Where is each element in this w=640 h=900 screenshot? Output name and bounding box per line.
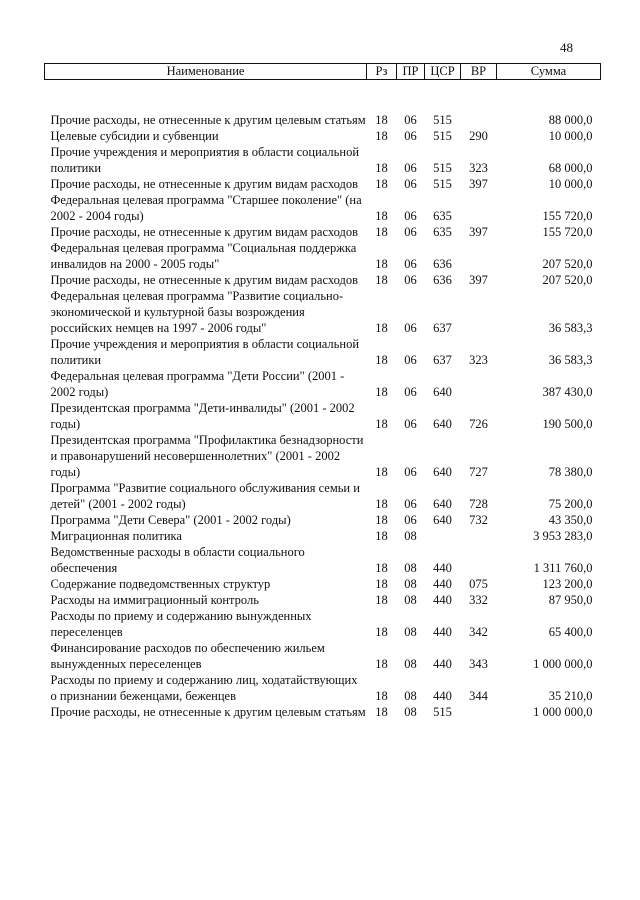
table-body <box>45 80 601 721</box>
row-rz: 18 <box>375 689 388 703</box>
table-header-row <box>45 64 601 80</box>
row-pr: 08 <box>404 561 417 575</box>
row-rz: 18 <box>375 257 388 271</box>
row-sum: 68 000,0 <box>548 161 593 175</box>
row-csr: 515 <box>433 177 452 191</box>
row-csr: 635 <box>433 225 452 239</box>
row-name: Прочие расходы, не отнесенные к другим видам расходов <box>50 273 359 287</box>
row-csr: 440 <box>433 657 452 671</box>
table-row <box>45 240 601 272</box>
row-pr: 06 <box>404 465 417 479</box>
row-name: Федеральная целевая программа "Развитие социально-экономической и культурной базы возрождения российских немцев на 1997 - 2006 годы" <box>50 289 344 335</box>
table-row <box>45 368 601 400</box>
row-vr: 332 <box>469 593 488 607</box>
row-pr: 08 <box>404 705 417 719</box>
row-csr: 640 <box>433 465 452 479</box>
row-rz: 18 <box>375 497 388 511</box>
row-csr: 637 <box>433 353 452 367</box>
row-pr: 06 <box>404 129 417 143</box>
row-rz: 18 <box>375 705 388 719</box>
row-rz: 18 <box>375 529 388 543</box>
row-name: Президентская программа "Профилактика безнадзорности и правонарушений несовершеннолетних" (2001 - 2002 годы) <box>50 433 364 479</box>
row-vr: 323 <box>469 161 488 175</box>
row-csr: 515 <box>433 705 452 719</box>
table-row <box>45 192 601 224</box>
row-sum: 36 583,3 <box>548 321 593 335</box>
row-sum: 1 311 760,0 <box>533 561 593 575</box>
row-name: Целевые субсидии и субвенции <box>50 129 219 143</box>
row-csr: 640 <box>433 513 452 527</box>
row-vr: 726 <box>469 417 488 431</box>
row-rz: 18 <box>375 561 388 575</box>
row-pr: 06 <box>404 513 417 527</box>
row-rz: 18 <box>375 417 388 431</box>
row-pr: 08 <box>404 577 417 591</box>
row-name: Прочие расходы, не отнесенные к другим видам расходов <box>50 177 359 191</box>
row-rz: 18 <box>375 225 388 239</box>
table-row <box>45 80 601 129</box>
row-sum: 123 200,0 <box>542 577 593 591</box>
row-pr: 06 <box>404 273 417 287</box>
row-csr <box>425 528 461 544</box>
row-sum: 78 380,0 <box>548 465 593 479</box>
row-name: Финансирование расходов по обеспечению жильем вынужденных переселенцев <box>50 641 325 671</box>
row-pr: 06 <box>404 209 417 223</box>
row-vr: 727 <box>469 465 488 479</box>
row-vr: 323 <box>469 353 488 367</box>
row-csr: 440 <box>433 577 452 591</box>
row-csr: 440 <box>433 593 452 607</box>
table-row <box>45 336 601 368</box>
table-row <box>45 288 601 336</box>
row-csr: 637 <box>433 321 452 335</box>
row-vr: 397 <box>469 225 488 239</box>
row-rz: 18 <box>375 657 388 671</box>
row-rz: 18 <box>375 465 388 479</box>
row-sum: 65 400,0 <box>548 625 593 639</box>
row-csr: 440 <box>433 689 452 703</box>
row-pr: 06 <box>404 177 417 191</box>
row-csr: 440 <box>433 561 452 575</box>
row-csr: 640 <box>433 385 452 399</box>
row-sum: 3 953 283,0 <box>533 529 593 543</box>
row-rz: 18 <box>375 129 388 143</box>
row-rz: 18 <box>375 513 388 527</box>
table-row <box>45 528 601 544</box>
budget-table <box>44 63 601 720</box>
row-pr: 08 <box>404 657 417 671</box>
table-row <box>45 592 601 608</box>
row-pr: 08 <box>404 625 417 639</box>
row-vr: 342 <box>469 625 488 639</box>
row-vr <box>461 368 497 400</box>
row-sum: 35 210,0 <box>548 689 593 703</box>
table-row <box>45 176 601 192</box>
table-row <box>45 608 601 640</box>
table-row <box>45 672 601 704</box>
row-vr: 728 <box>469 497 488 511</box>
row-name: Прочие расходы, не отнесенные к другим целевым статьям <box>50 113 366 127</box>
row-sum: 155 720,0 <box>542 225 593 239</box>
table-row <box>45 400 601 432</box>
row-rz: 18 <box>375 273 388 287</box>
row-name: Федеральная целевая программа "Дети России" (2001 - 2002 годы) <box>50 369 345 399</box>
row-vr: 290 <box>469 129 488 143</box>
row-vr <box>461 240 497 272</box>
row-pr: 06 <box>404 417 417 431</box>
row-rz: 18 <box>375 177 388 191</box>
row-vr <box>461 528 497 544</box>
row-vr: 343 <box>469 657 488 671</box>
row-name: Прочие учреждения и мероприятия в области социальной политики <box>50 145 360 175</box>
row-vr: 075 <box>469 577 488 591</box>
table-row <box>45 144 601 176</box>
row-pr: 06 <box>404 497 417 511</box>
row-name: Прочие расходы, не отнесенные к другим видам расходов <box>50 225 359 239</box>
header-pr: ПР <box>397 64 425 80</box>
row-csr: 636 <box>433 257 452 271</box>
row-pr: 08 <box>404 689 417 703</box>
row-vr <box>461 80 497 129</box>
row-csr: 636 <box>433 273 452 287</box>
row-vr: 397 <box>469 177 488 191</box>
row-rz: 18 <box>375 593 388 607</box>
row-pr: 06 <box>404 113 417 127</box>
row-rz: 18 <box>375 161 388 175</box>
row-name: Содержание подведомственных структур <box>50 577 271 591</box>
row-name: Ведомственные расходы в области социального обеспечения <box>50 545 305 575</box>
row-name: Программа "Развитие социального обслуживания семьи и детей" (2001 - 2002 годы) <box>50 481 360 511</box>
row-name: Миграционная политика <box>50 529 182 543</box>
row-rz: 18 <box>375 385 388 399</box>
row-rz: 18 <box>375 209 388 223</box>
row-sum: 387 430,0 <box>542 385 593 399</box>
row-name: Федеральная целевая программа "Социальная поддержка инвалидов на 2000 - 2005 годы" <box>50 241 357 271</box>
row-sum: 190 500,0 <box>542 417 593 431</box>
row-sum: 43 350,0 <box>548 513 593 527</box>
table-row <box>45 480 601 512</box>
header-vr: ВР <box>461 64 497 80</box>
row-sum: 36 583,3 <box>548 353 593 367</box>
table-row <box>45 128 601 144</box>
row-name: Прочие учреждения и мероприятия в области социальной политики <box>50 337 360 367</box>
row-pr: 06 <box>404 161 417 175</box>
header-csr: ЦСР <box>425 64 461 80</box>
row-sum: 207 520,0 <box>542 273 593 287</box>
row-rz: 18 <box>375 625 388 639</box>
row-csr: 515 <box>433 129 452 143</box>
table-row <box>45 704 601 720</box>
row-sum: 87 950,0 <box>548 593 593 607</box>
row-csr: 515 <box>433 113 452 127</box>
row-rz: 18 <box>375 321 388 335</box>
table-row <box>45 432 601 480</box>
row-vr <box>461 192 497 224</box>
row-csr: 515 <box>433 161 452 175</box>
row-name: Расходы по приему и содержанию лиц, ходатайствующих о признании беженцами, беженцев <box>50 673 358 703</box>
table-row <box>45 512 601 528</box>
row-vr: 397 <box>469 273 488 287</box>
row-name: Расходы по приему и содержанию вынужденных переселенцев <box>50 609 312 639</box>
row-name: Президентская программа "Дети-инвалиды" (2001 - 2002 годы) <box>50 401 355 431</box>
row-name: Расходы на иммиграционный контроль <box>50 593 259 607</box>
row-pr: 06 <box>404 321 417 335</box>
row-rz: 18 <box>375 353 388 367</box>
row-csr: 640 <box>433 417 452 431</box>
table-row <box>45 224 601 240</box>
row-vr <box>461 288 497 336</box>
row-name: Программа "Дети Севера" (2001 - 2002 годы) <box>50 513 291 527</box>
row-pr: 08 <box>404 593 417 607</box>
row-pr: 06 <box>404 385 417 399</box>
header-name: Наименование <box>45 64 367 80</box>
row-vr: 732 <box>469 513 488 527</box>
row-name: Прочие расходы, не отнесенные к другим целевым статьям <box>50 705 366 719</box>
row-vr: 344 <box>469 689 488 703</box>
row-sum: 75 200,0 <box>548 497 593 511</box>
header-rz: Рз <box>367 64 397 80</box>
row-csr: 635 <box>433 209 452 223</box>
table-row <box>45 576 601 592</box>
row-sum: 207 520,0 <box>542 257 593 271</box>
row-csr: 640 <box>433 497 452 511</box>
row-pr: 06 <box>404 257 417 271</box>
table-row <box>45 544 601 576</box>
row-pr: 08 <box>404 529 417 543</box>
row-sum: 88 000,0 <box>548 113 593 127</box>
table-row <box>45 272 601 288</box>
row-csr: 440 <box>433 625 452 639</box>
row-rz: 18 <box>375 113 388 127</box>
row-rz: 18 <box>375 577 388 591</box>
table-row <box>45 640 601 672</box>
row-sum: 10 000,0 <box>548 177 593 191</box>
row-sum: 1 000 000,0 <box>533 657 593 671</box>
row-pr: 06 <box>404 225 417 239</box>
page-number: 48 <box>560 40 573 55</box>
header-sum: Сумма <box>497 64 601 80</box>
row-vr <box>461 544 497 576</box>
row-sum: 1 000 000,0 <box>533 705 593 719</box>
row-vr <box>461 704 497 720</box>
row-sum: 155 720,0 <box>542 209 593 223</box>
row-sum: 10 000,0 <box>548 129 593 143</box>
row-name: Федеральная целевая программа "Старшее поколение" (на 2002 - 2004 годы) <box>50 193 362 223</box>
row-pr: 06 <box>404 353 417 367</box>
